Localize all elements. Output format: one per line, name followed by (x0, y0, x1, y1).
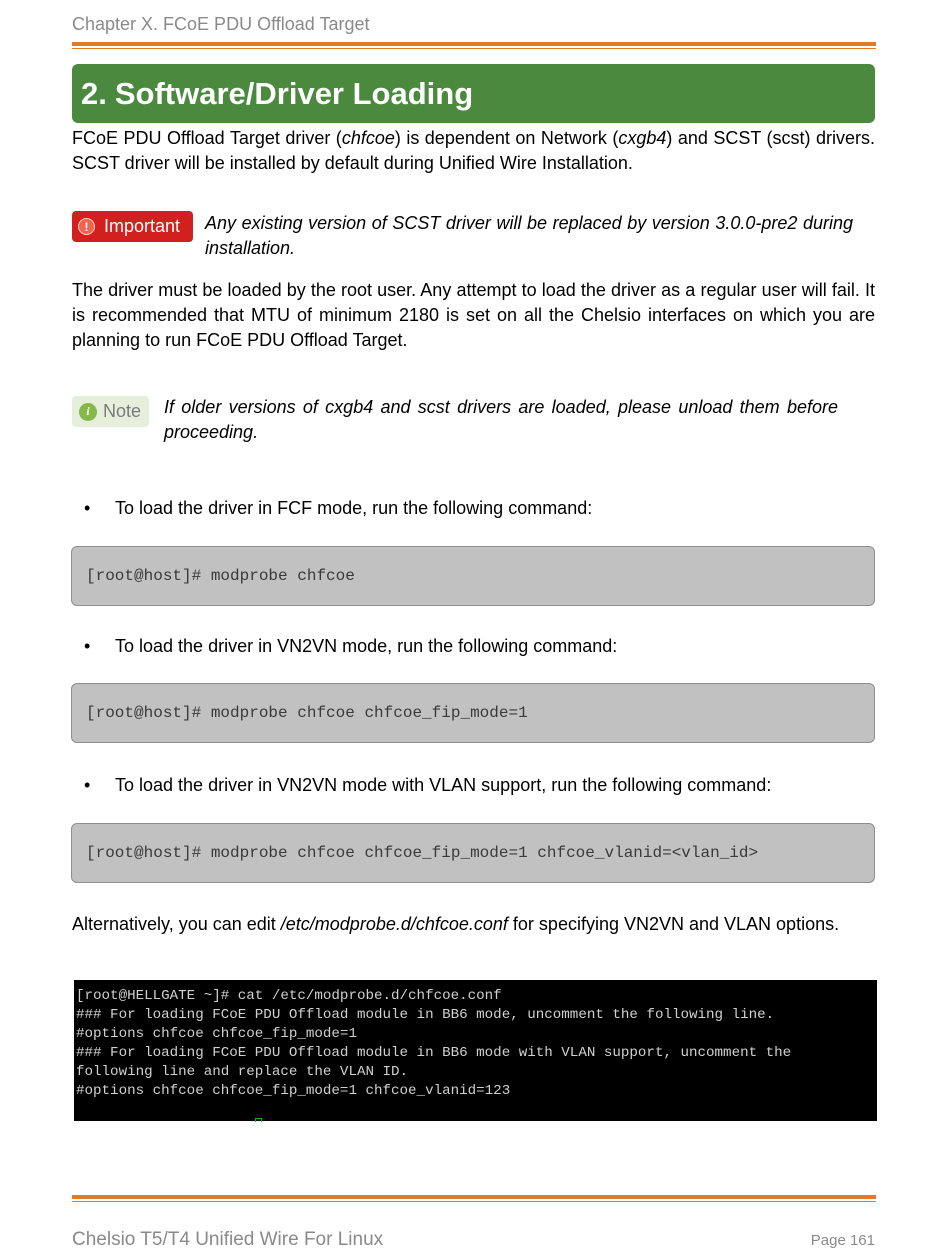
intro-driver-name: chfcoe (341, 128, 395, 148)
bullet-icon: • (84, 498, 91, 518)
important-text: Any existing version of SCST driver will be replaced by version 3.0.0-pre2 during installation. (205, 213, 853, 258)
root-paragraph: The driver must be loaded by the root user. Any attempt to load the driver as a regular user will fail. It is recommended that MTU of minimum 2180 is set on all the Chelsio interfaces on which you are planning to run FCoE PDU Offload Target. (72, 280, 875, 350)
intro-text-1: FCoE PDU Offload Target driver ( (72, 128, 342, 148)
list-item (84, 634, 617, 659)
important-badge (72, 211, 193, 242)
important-label: Important (104, 216, 181, 236)
info-icon: i (79, 403, 97, 421)
intro-text-2: ) is dependent on Network ( (394, 128, 619, 148)
note-text: If older versions of cxgb4 and scst drivers are loaded, please unload them before proceeding. (164, 397, 838, 442)
terminal-line: ### For loading FCoE PDU Offload module in BB6 mode, uncomment the following line. (76, 1007, 775, 1023)
step-text: To load the driver in VN2VN mode, run the following command: (115, 636, 618, 656)
code-block[interactable] (71, 546, 875, 606)
list-item (84, 773, 771, 798)
code-block[interactable] (71, 823, 875, 883)
alternative-paragraph (72, 912, 875, 937)
header-rule (72, 42, 876, 49)
section-heading (72, 64, 875, 123)
terminal-screenshot (74, 980, 877, 1121)
bullet-icon: • (84, 636, 91, 656)
command-text: [root@host]# modprobe chfcoe chfcoe_fip_mode=1 chfcoe_vlanid=<vlan_id> (86, 844, 759, 862)
page-number: Page 161 (810, 1232, 875, 1249)
section-number: 2. (81, 75, 107, 111)
terminal-line: #options chfcoe chfcoe_fip_mode=1 (76, 1026, 357, 1042)
step-text: To load the driver in FCF mode, run the following command: (115, 498, 593, 518)
config-path: /etc/modprobe.d/chfcoe.conf (280, 914, 508, 934)
code-block[interactable] (71, 683, 875, 743)
footer-rule (72, 1195, 876, 1202)
terminal-line: [root@HELLGATE ~]# cat /etc/modprobe.d/chfcoe.conf (76, 988, 502, 1004)
intro-paragraph (72, 126, 875, 176)
note-label: Note (103, 401, 142, 421)
terminal-cursor (255, 1118, 262, 1122)
intro-network-driver: cxgb4 (618, 128, 667, 148)
list-item (84, 496, 592, 521)
command-text: [root@host]# modprobe chfcoe (86, 567, 355, 585)
chapter-header: Chapter X. FCoE PDU Offload Target (72, 14, 370, 34)
terminal-line: following line and replace the VLAN ID. (76, 1064, 409, 1080)
intro-text-3: ) and SCST (scst) drivers. SCST driver will be installed by default during Unified Wire Installation. (72, 128, 875, 173)
step-text: To load the driver in VN2VN mode with VLAN support, run the following command: (115, 775, 772, 795)
terminal-line: ### For loading FCoE PDU Offload module in BB6 mode with VLAN support, uncomment the (76, 1045, 792, 1061)
bullet-icon: • (84, 775, 91, 795)
section-title: Software/Driver Loading (114, 75, 474, 111)
footer-title: Chelsio T5/T4 Unified Wire For Linux (72, 1229, 384, 1250)
alt-text-1: Alternatively, you can edit (72, 914, 281, 934)
terminal-line: #options chfcoe chfcoe_fip_mode=1 chfcoe_vlanid=123 (76, 1083, 511, 1099)
alert-icon: ! (78, 218, 95, 235)
note-badge (72, 396, 149, 427)
command-text: [root@host]# modprobe chfcoe chfcoe_fip_mode=1 (86, 704, 528, 722)
alt-text-2: for specifying VN2VN and VLAN options. (507, 914, 840, 934)
